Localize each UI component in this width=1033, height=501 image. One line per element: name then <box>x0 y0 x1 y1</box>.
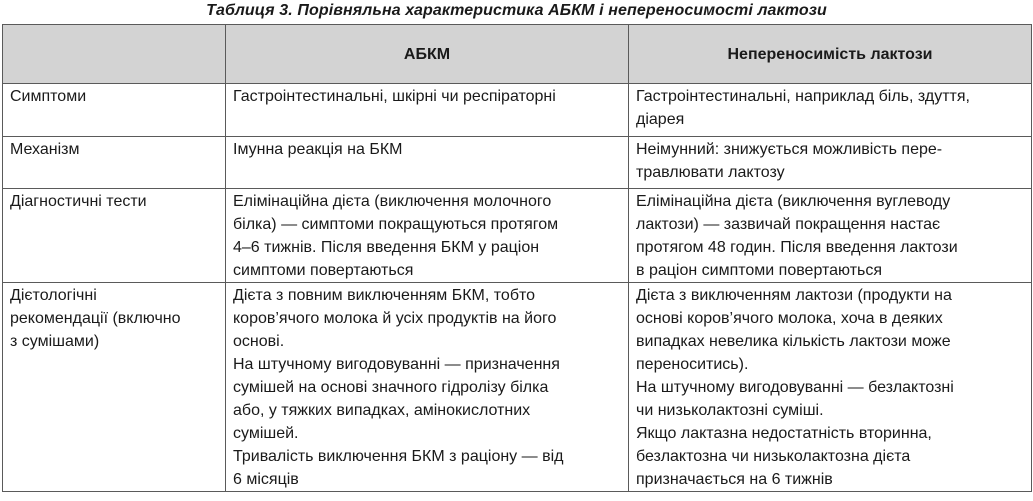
cell-line: На штучному вигодовуванні — призначення <box>233 356 560 373</box>
cell-line: 4–6 тижнів. Після введення БКМ у раціон <box>233 239 540 256</box>
cell-line: випадках невелика кількість лактози може <box>636 333 951 350</box>
cell-line: основі коров’ячого молока, хоча в деяких <box>636 310 943 327</box>
header-lactose-intolerance: Непереносимість лактози <box>629 25 1032 84</box>
cell-line: рекомендації (включно <box>10 310 181 327</box>
cell-line: з сумішами) <box>10 333 100 350</box>
cell-line: Симптоми <box>10 88 87 105</box>
table-row <box>3 189 1032 283</box>
abkm-cell <box>226 137 629 189</box>
cell-line: Елімінаційна дієта (виключення вуглеводу <box>636 193 951 210</box>
cell-line: травлювати лактозу <box>636 164 785 181</box>
cell-line: протягом 48 годин. Після введення лактози <box>636 239 958 256</box>
comparison-table <box>2 24 1032 492</box>
abkm-cell <box>226 84 629 137</box>
header-empty-cell <box>3 25 226 84</box>
cell-line: Механізм <box>10 141 80 158</box>
cell-line: діарея <box>636 111 685 128</box>
cell-line: коров’ячого молока й усіх продуктів на його <box>233 310 557 327</box>
header-abkm: АБКМ <box>226 25 629 84</box>
row-label-cell <box>3 283 226 492</box>
table-caption: Таблиця 3. Порівняльна характеристика АБКМ і непереносимості лактози <box>206 2 827 19</box>
lactose-cell <box>629 189 1032 283</box>
lactose-cell <box>629 283 1032 492</box>
cell-line: Дієта з повним виключенням БКМ, тобто <box>233 287 536 304</box>
row-label-cell <box>3 137 226 189</box>
cell-line: лактози) — зазвичай покращення настає <box>636 216 941 233</box>
lactose-cell <box>629 137 1032 189</box>
abkm-cell <box>226 283 629 492</box>
cell-line: основі. <box>233 333 285 350</box>
cell-line: переноситись). <box>636 356 749 373</box>
cell-line: в раціон симптоми повертаються <box>636 262 883 279</box>
cell-line: Імунна реакція на БКМ <box>233 141 403 158</box>
row-label-cell <box>3 189 226 283</box>
cell-line: 6 місяців <box>233 471 299 488</box>
cell-line: сумішей на основі значного гідролізу білка <box>233 379 549 396</box>
cell-line: Тривалість виключення БКМ з раціону — від <box>233 448 564 465</box>
cell-line: білка) — симптоми покращуються протягом <box>233 216 559 233</box>
cell-line: Дієтологічні <box>10 287 97 304</box>
table-row <box>3 137 1032 189</box>
cell-line: Елімінаційна дієта (виключення молочного <box>233 193 552 210</box>
cell-line: симптоми повертаються <box>233 262 414 279</box>
cell-line: На штучному вигодовуванні — безлактозні <box>636 379 954 396</box>
cell-line: призначається на 6 тижнів <box>636 471 833 488</box>
cell-line: чи низьколактозні суміші. <box>636 402 824 419</box>
cell-line: Діагностичні тести <box>10 193 147 210</box>
abkm-cell <box>226 189 629 283</box>
cell-line: Якщо лактазна недостатність вторинна, <box>636 425 932 442</box>
table-row <box>3 84 1032 137</box>
table-header-row <box>3 25 1032 84</box>
row-label-cell <box>3 84 226 137</box>
cell-line: Неімунний: знижується можливість пере- <box>636 141 943 158</box>
cell-line: сумішей. <box>233 425 299 442</box>
table-row <box>3 283 1032 492</box>
cell-line: Дієта з виключенням лактози (продукти на <box>636 287 952 304</box>
cell-line: Гастроінтестинальні, наприклад біль, здуття, <box>636 88 970 105</box>
cell-line: або, у тяжких випадках, амінокислотних <box>233 402 531 419</box>
lactose-cell <box>629 84 1032 137</box>
cell-line: Гастроінтестинальні, шкірні чи респіраторні <box>233 88 556 105</box>
cell-line: безлактозна чи низьколактозна дієта <box>636 448 911 465</box>
